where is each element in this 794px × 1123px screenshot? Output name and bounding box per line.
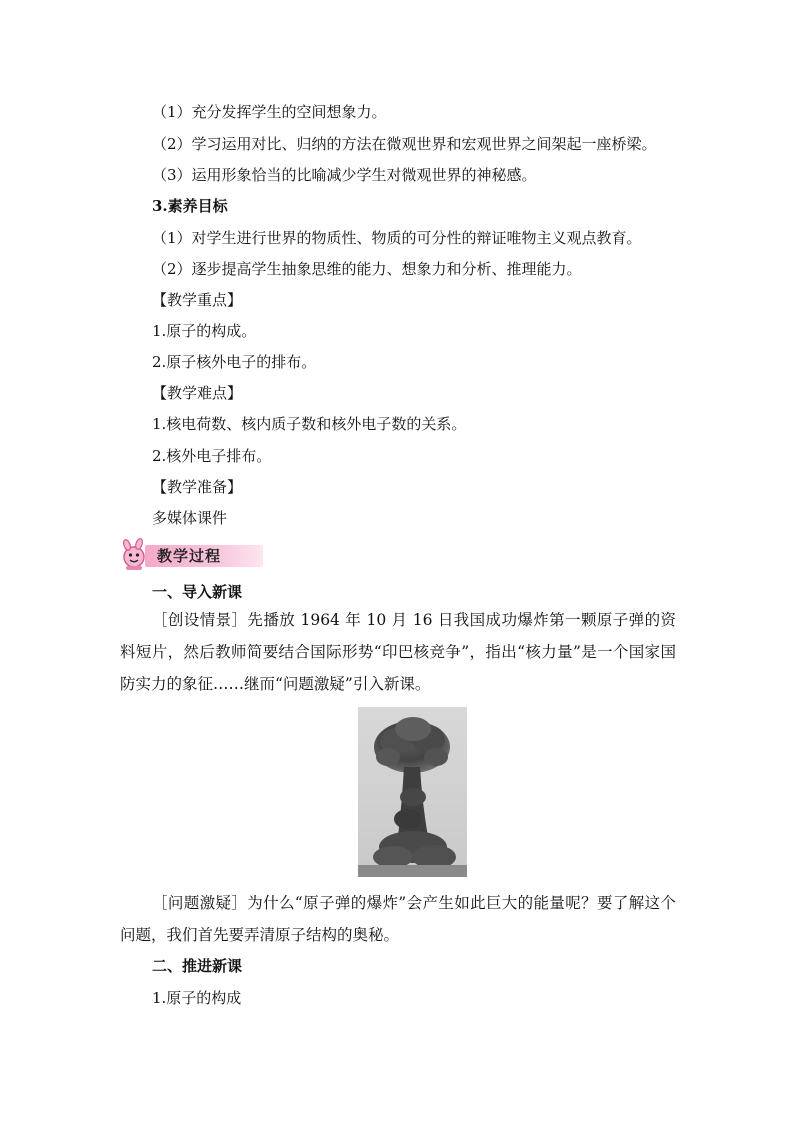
difficulty-heading: 【教学难点】 (152, 384, 243, 402)
section-banner (117, 538, 267, 572)
preparation-item: 多媒体课件 (152, 509, 228, 527)
objective-line-1: （1）充分发挥学生的空间想象力。 (152, 103, 387, 121)
mushroom-cloud-photo (358, 707, 467, 877)
banner-title: 教学过程 (157, 547, 222, 565)
key-point-2: 2.原子核外电子的排布。 (152, 353, 317, 371)
cartoon-mascot-icon (117, 538, 151, 572)
preparation-heading: 【教学准备】 (152, 478, 243, 496)
key-points-heading: 【教学重点】 (152, 291, 243, 309)
difficulty-2: 2.核外电子排布。 (152, 447, 272, 465)
advance-heading: 二、推进新课 (152, 957, 243, 975)
objective-line-3: （3）运用形象恰当的比喻减少学生对微观世界的神秘感。 (152, 166, 537, 184)
intro-paragraph: ［创设情景］先播放 1964 年 10 月 16 日我国成功爆炸第一颗原子弹的资料短片，然后教师简要结合国际形势“印巴核竞争”，指出“核力量”是一个国家国防实力的象征……继而“问题激疑”引入新课。 (120, 611, 676, 693)
objective-line-2: （2）学习运用对比、归纳的方法在微观世界和宏观世界之间架起一座桥梁。 (152, 135, 657, 153)
key-point-1: 1.原子的构成。 (152, 322, 257, 340)
literacy-line-1: （1）对学生进行世界的物质性、物质的可分性的辩证唯物主义观点教育。 (152, 229, 642, 247)
difficulty-1: 1.核电荷数、核内质子数和核外电子数的关系。 (152, 415, 467, 433)
intro-heading: 一、导入新课 (152, 583, 243, 601)
question-paragraph: ［问题激疑］为什么“原子弹的爆炸”会产生如此巨大的能量呢？要了解这个问题，我们首先要弄清原子结构的奥秘。 (120, 894, 676, 944)
literacy-line-2: （2）逐步提高学生抽象思维的能力、想象力和分析、推理能力。 (152, 260, 582, 278)
atom-structure-heading: 1.原子的构成 (152, 989, 242, 1007)
literacy-goals-heading: 3.素养目标 (152, 197, 228, 215)
